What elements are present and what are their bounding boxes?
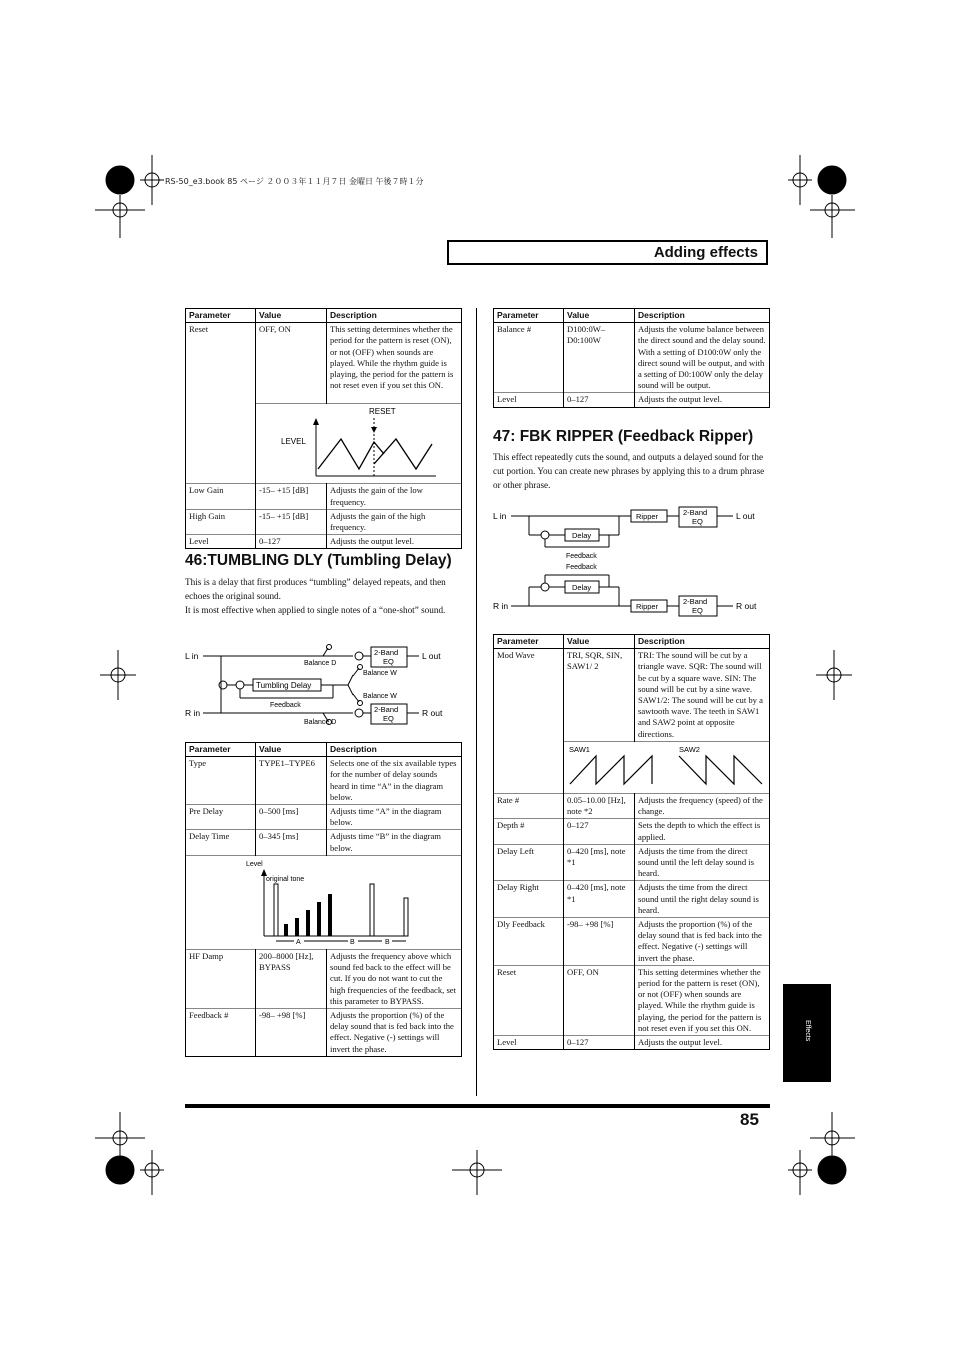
balance-w-label: Balance W [363, 670, 397, 677]
wave-figure-cell [564, 741, 770, 793]
r-out-label: R out [736, 601, 757, 611]
tumbling-box-label: Tumbling Delay [256, 681, 312, 690]
value-cell: -98– +98 [%] [564, 918, 635, 966]
side-tab-label: Effects [804, 1020, 811, 1042]
value-cell: 0–420 [ms], note *1 [564, 844, 635, 881]
l-in-label: L in [493, 511, 507, 521]
desc-cell: Adjusts the proportion (%) of the delay sound that is fed back into the effect. Negative (-) settings will invert the phase. [635, 918, 770, 966]
value-cell: 0–127 [256, 535, 327, 549]
table-row [186, 1009, 462, 1057]
bottom-rule [185, 1104, 770, 1108]
table-row [186, 950, 462, 1009]
table-header-row [186, 309, 462, 323]
param-cell: Level [494, 393, 564, 407]
eq-label: 2-Band [374, 648, 399, 657]
param-cell: Delay Left [494, 844, 564, 881]
value-cell: 0–500 [ms] [256, 805, 327, 830]
value-cell: -15– +15 [dB] [256, 484, 327, 509]
b-label: B [385, 938, 390, 946]
page-number: 85 [740, 1110, 759, 1129]
table-row [186, 757, 462, 805]
desc-cell: Adjusts the output level. [635, 393, 770, 407]
desc-cell: This setting determines whether the period for the pattern is reset (ON), or not (OFF) when sounds are played. While the rhythm guide is playing, the period for the pattern is not reset even if you set this ON. [327, 323, 462, 404]
a-label: A [296, 938, 301, 946]
param-cell: Reset [186, 323, 256, 484]
l-in-label: L in [185, 651, 199, 661]
feedback-label: Feedback [270, 702, 301, 709]
sawtooth-diagram [564, 742, 769, 790]
header-parameter: Parameter [186, 743, 256, 757]
section-title: Adding effects [653, 244, 758, 261]
fbk-paragraph: This effect repeatedly cuts the sound, and outputs a delayed sound for the cut portion. You can create new phrases by applying this to a drum phrase or other phrase. [493, 452, 765, 490]
param-cell: Reset [494, 965, 564, 1035]
desc-cell: Adjusts the frequency above which sound fed back to the effect will be cut. If you do not want to cut the high frequencies of the feedback, set this parameter to BYPASS. [327, 950, 462, 1009]
desc-cell: Adjusts time “B” in the diagram below. [327, 830, 462, 855]
value-cell: D100:0W– D0:100W [564, 323, 635, 393]
column-divider [476, 308, 477, 1096]
eq-label: 2-Band [683, 508, 708, 517]
header-description: Description [327, 309, 462, 323]
r-in-label: R in [185, 708, 201, 718]
tumbling-delay-diagram [183, 640, 463, 730]
tumbling-paragraph-2: It is most effective when applied to single notes of a “one-shot” sound. [185, 605, 446, 615]
header-parameter: Parameter [186, 309, 256, 323]
desc-cell: Adjusts the gain of the high frequency. [327, 509, 462, 534]
delay-label: Delay [572, 583, 592, 592]
desc-cell: Selects one of the six available types for the number of delay sounds heard in time “A” in the diagram below. [327, 757, 462, 805]
balance-d-label: Balance D [304, 719, 337, 726]
desc-cell: Adjusts the output level. [327, 535, 462, 549]
param-cell: Delay Right [494, 881, 564, 918]
value-cell: -15– +15 [dB] [256, 509, 327, 534]
value-cell: 0–420 [ms], note *1 [564, 881, 635, 918]
param-cell: Level [186, 535, 256, 549]
value-cell: 0–127 [564, 1036, 635, 1050]
header-parameter: Parameter [494, 635, 564, 649]
value-cell: 0.05–10.00 [Hz], note *2 [564, 794, 635, 819]
value-cell: TRI, SQR, SIN, SAW1/ 2 [564, 649, 635, 742]
reset-level-diagram [256, 404, 461, 480]
table-figure-row [186, 855, 462, 949]
table-row [494, 819, 770, 844]
desc-cell: Adjusts the gain of the low frequency. [327, 484, 462, 509]
eq-label: 2-Band [374, 705, 399, 714]
param-cell: Balance # [494, 323, 564, 393]
table-row [186, 323, 462, 404]
eq-label: EQ [692, 517, 703, 526]
fbk-ripper-diagram [491, 503, 771, 621]
param-cell: Pre Delay [186, 805, 256, 830]
param-cell: High Gain [186, 509, 256, 534]
eq-label: 2-Band [683, 597, 708, 606]
value-cell: 0–345 [ms] [256, 830, 327, 855]
original-tone-label: original tone [266, 875, 305, 883]
table-row [494, 1036, 770, 1050]
param-cell: Rate # [494, 794, 564, 819]
table-row [494, 649, 770, 742]
desc-cell: Adjusts the proportion (%) of the delay sound that is fed back into the effect. Negative (-) settings will invert the phase. [327, 1009, 462, 1057]
eq-label: EQ [692, 606, 703, 615]
value-cell: OFF, ON [256, 323, 327, 404]
level-label: Level [246, 860, 263, 868]
table-header-row [186, 743, 462, 757]
table-row [494, 323, 770, 393]
value-cell: 200–8000 [Hz], BYPASS [256, 950, 327, 1009]
value-cell: 0–127 [564, 819, 635, 844]
table-row [186, 509, 462, 534]
tumbling-heading: 46:TUMBLING DLY (Tumbling Delay) [185, 552, 452, 569]
desc-cell: Adjusts the time from the direct sound until the right delay sound is heard. [635, 881, 770, 918]
print-header: RS-50_e3.book 85 ページ ２００３年１１月７日 金曜日 午後７時１分 [165, 177, 424, 186]
param-cell: HF Damp [186, 950, 256, 1009]
header-parameter: Parameter [494, 309, 564, 323]
desc-cell: Adjusts the output level. [635, 1036, 770, 1050]
l-out-label: L out [422, 651, 441, 661]
balance-w-label: Balance W [363, 693, 397, 700]
table-row [494, 881, 770, 918]
table-row [494, 844, 770, 881]
tumbling-figure-cell [186, 855, 462, 949]
eq-label: EQ [383, 714, 394, 723]
ripper-label: Ripper [636, 602, 659, 611]
level-label: LEVEL [281, 437, 306, 447]
header-value: Value [256, 309, 327, 323]
desc-cell: Sets the depth to which the effect is applied. [635, 819, 770, 844]
table-row [494, 794, 770, 819]
section-header [447, 240, 768, 265]
desc-cell: TRI: The sound will be cut by a triangle wave. SQR: The sound will be cut by a square wave. SIN: The sound will be cut by a sine wave. SAW1/2: The sound will be cut by a sawtooth wave. The teeth in SAW1 and SAW2 point at opposite directions. [635, 649, 770, 742]
header-value: Value [564, 309, 635, 323]
param-cell: Type [186, 757, 256, 805]
table-row [186, 805, 462, 830]
table-header-row [494, 309, 770, 323]
desc-cell: This setting determines whether the period for the pattern is reset (ON), or not (OFF) when sounds are played. While the rhythm guide is playing, the period for the pattern is not reset even if you set this ON. [635, 965, 770, 1035]
param-cell: Delay Time [186, 830, 256, 855]
header-description: Description [327, 743, 462, 757]
fbk-table [493, 634, 770, 1050]
desc-cell: Adjusts the time from the direct sound until the left delay sound is heard. [635, 844, 770, 881]
saw1-label: SAW1 [569, 744, 590, 754]
value-cell: -98– +98 [%] [256, 1009, 327, 1057]
feedback-label: Feedback [566, 564, 597, 571]
table-row [494, 918, 770, 966]
desc-cell: Adjusts the frequency (speed) of the change. [635, 794, 770, 819]
b-label: B [350, 938, 355, 946]
ripper-label: Ripper [636, 512, 659, 521]
param-cell: Level [494, 1036, 564, 1050]
tumbling-paragraph-1: This is a delay that first produces “tumbling” delayed repeats, and then echoes the original sound. [185, 577, 446, 601]
value-cell: 0–127 [564, 393, 635, 407]
right-top-table [493, 308, 770, 408]
desc-cell: Adjusts time “A” in the diagram below. [327, 805, 462, 830]
reset-label: RESET [369, 407, 396, 417]
header-description: Description [635, 309, 770, 323]
header-description: Description [635, 635, 770, 649]
reset-figure-cell [256, 404, 462, 484]
param-cell: Feedback # [186, 1009, 256, 1057]
value-cell: TYPE1–TYPE6 [256, 757, 327, 805]
side-tab [783, 984, 831, 1082]
saw2-label: SAW2 [679, 744, 700, 754]
table-header-row [494, 635, 770, 649]
param-cell: Mod Wave [494, 649, 564, 794]
param-cell: Depth # [494, 819, 564, 844]
l-out-label: L out [736, 511, 755, 521]
left-top-table [185, 308, 462, 549]
table-row [494, 393, 770, 407]
eq-label: EQ [383, 657, 394, 666]
tumbling-level-diagram [186, 856, 461, 946]
desc-cell: Adjusts the volume balance between the direct sound and the delay sound. With a setting of D100:0W only the direct sound will be output, and with a setting of D0:100W only the delay sound will be output. [635, 323, 770, 393]
tumbling-table [185, 742, 462, 1057]
feedback-label: Feedback [566, 553, 597, 560]
delay-label: Delay [572, 531, 592, 540]
table-row [494, 965, 770, 1035]
param-cell: Low Gain [186, 484, 256, 509]
fbk-heading: 47: FBK RIPPER (Feedback Ripper) [493, 428, 754, 445]
table-row [186, 535, 462, 549]
table-row [186, 484, 462, 509]
r-in-label: R in [493, 601, 509, 611]
balance-d-label: Balance D [304, 660, 337, 667]
header-value: Value [564, 635, 635, 649]
param-cell: Dly Feedback [494, 918, 564, 966]
header-value: Value [256, 743, 327, 757]
table-row [186, 830, 462, 855]
r-out-label: R out [422, 708, 443, 718]
value-cell: OFF, ON [564, 965, 635, 1035]
